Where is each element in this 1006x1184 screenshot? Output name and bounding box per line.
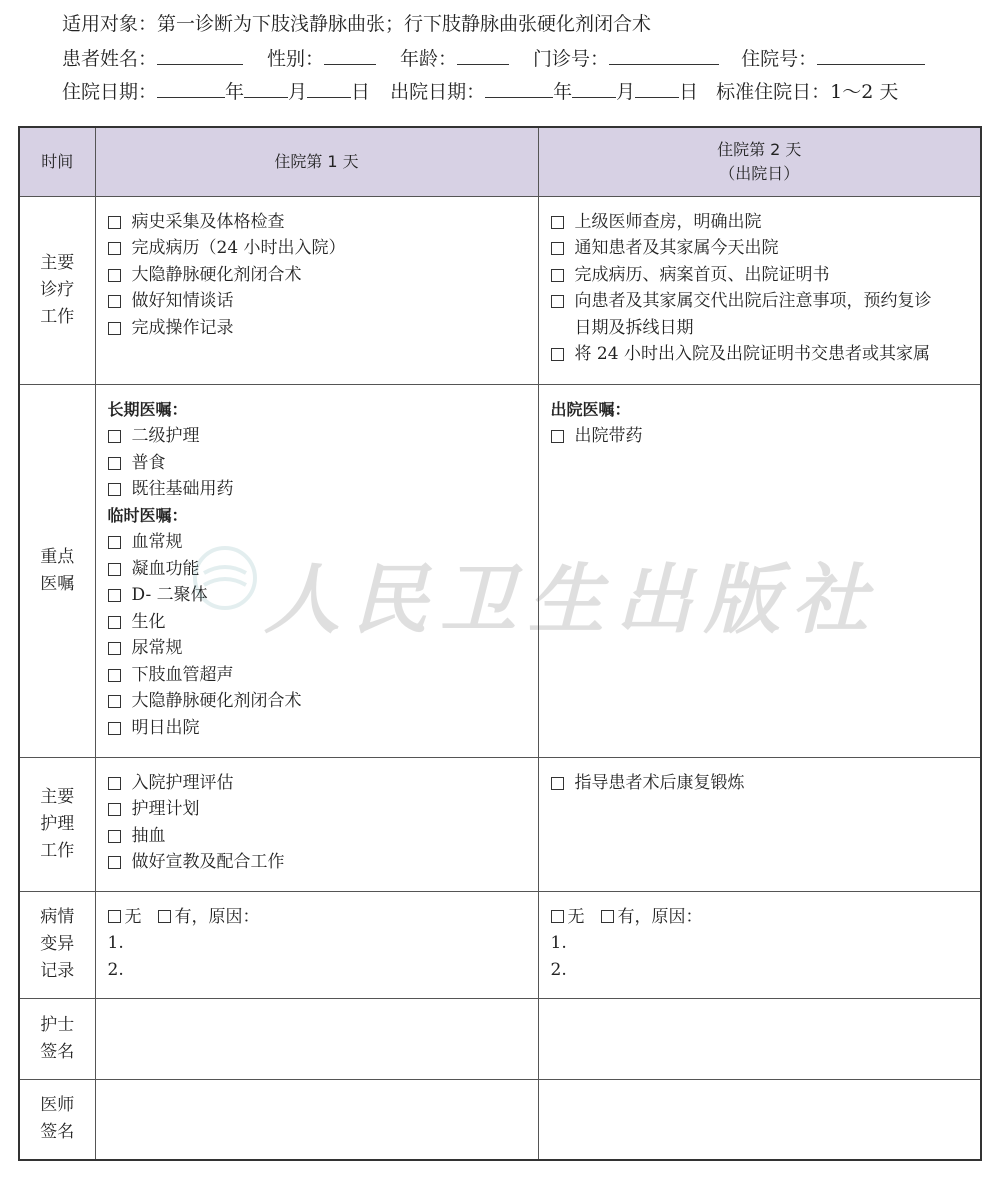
checklist-label: 血常规 bbox=[131, 532, 183, 552]
checklist-item[interactable] bbox=[108, 609, 528, 636]
checkbox[interactable] bbox=[108, 642, 121, 655]
checkbox[interactable] bbox=[108, 269, 121, 282]
checklist-item[interactable] bbox=[108, 262, 528, 289]
row-label-line: 主要 bbox=[40, 786, 75, 807]
admit-year-label: 年 bbox=[225, 81, 245, 103]
checkbox[interactable] bbox=[108, 803, 121, 816]
sex-field[interactable] bbox=[324, 46, 376, 65]
watermark-text: 人民卫生出版社 bbox=[264, 555, 880, 644]
table-row bbox=[19, 196, 981, 384]
row-label-nursing bbox=[19, 757, 95, 891]
checklist-item[interactable] bbox=[108, 796, 528, 823]
header-day2 bbox=[538, 127, 981, 196]
checkbox[interactable] bbox=[551, 777, 564, 790]
admit-day-field[interactable] bbox=[307, 79, 351, 98]
checkbox[interactable] bbox=[108, 856, 121, 869]
admit-date-label: 住院日期： bbox=[62, 81, 158, 103]
nursing-day2-cell bbox=[538, 757, 981, 891]
discharge-day-field[interactable] bbox=[635, 79, 679, 98]
checklist-item[interactable] bbox=[551, 288, 971, 315]
header-day2-title: 住院第 2 天 bbox=[717, 139, 802, 159]
checklist-item[interactable] bbox=[108, 582, 528, 609]
checkbox[interactable] bbox=[108, 563, 121, 576]
checklist-label: 做好知情谈话 bbox=[131, 291, 234, 311]
checklist-label: 下肢血管超声 bbox=[131, 664, 234, 685]
checklist-item[interactable] bbox=[108, 315, 528, 342]
patient-name-field[interactable] bbox=[157, 46, 243, 65]
checklist-label: 出院带药 bbox=[574, 426, 643, 446]
checkbox[interactable] bbox=[108, 295, 121, 308]
applicable-subject: 适用对象：第一诊断为下肢浅静脉曲张；行下肢静脉曲张硬化剂闭合术 bbox=[62, 13, 652, 35]
variance-line-1[interactable]: 1. bbox=[107, 933, 124, 953]
admit-month-field[interactable] bbox=[244, 79, 288, 98]
checklist-item[interactable] bbox=[108, 770, 528, 797]
checkbox[interactable] bbox=[551, 242, 564, 255]
checklist-label: 向患者及其家属交代出院后注意事项，预约复诊 bbox=[574, 291, 932, 311]
discharge-day-label: 日 bbox=[679, 81, 699, 103]
header-day1: 住院第 1 天 bbox=[95, 127, 538, 196]
admit-year-field[interactable] bbox=[157, 79, 225, 98]
checkbox[interactable] bbox=[551, 430, 564, 443]
checkbox[interactable] bbox=[551, 216, 564, 229]
doctor-sign-day2-cell[interactable] bbox=[538, 1079, 981, 1160]
clinic-no-label: 门诊号： bbox=[533, 48, 610, 70]
checklist-label: 既往基础用药 bbox=[131, 479, 234, 499]
checklist-item[interactable] bbox=[108, 715, 528, 742]
row-label-variance bbox=[19, 891, 95, 998]
sex-label: 性别： bbox=[267, 48, 325, 70]
diagnosis-day2-cell bbox=[538, 196, 981, 384]
checklist-item[interactable] bbox=[108, 688, 528, 715]
table-header-row bbox=[19, 127, 981, 196]
checklist-label: 病史采集及体格检查 bbox=[131, 211, 285, 232]
row-label-nurse-sign bbox=[19, 998, 95, 1079]
table-row bbox=[19, 1079, 981, 1160]
variance-day2-cell bbox=[538, 891, 981, 998]
checkbox[interactable] bbox=[108, 322, 121, 335]
variance-line-2[interactable]: 2. bbox=[107, 959, 124, 980]
admit-day-label: 日 bbox=[351, 81, 371, 103]
clinical-pathway-table bbox=[18, 126, 982, 1161]
checklist-item[interactable] bbox=[551, 770, 971, 797]
checklist-label: 上级医师查房，明确出院 bbox=[574, 211, 762, 232]
standard-stay: 标准住院日：1～2 天 bbox=[716, 81, 899, 103]
table-row bbox=[19, 757, 981, 891]
discharge-year-label: 年 bbox=[553, 81, 573, 103]
long-term-orders-title: 长期医嘱： bbox=[107, 399, 188, 419]
header-time: 时间 bbox=[19, 127, 95, 196]
checklist-label: 日期及拆线日期 bbox=[574, 317, 694, 338]
checklist-item[interactable] bbox=[551, 262, 971, 289]
checklist-item[interactable] bbox=[108, 635, 528, 662]
checkbox-has[interactable] bbox=[158, 910, 171, 923]
discharge-orders-title: 出院医嘱： bbox=[550, 399, 631, 419]
checklist-label: 通知患者及其家属今天出院 bbox=[574, 238, 779, 258]
row-label-line: 变异 bbox=[40, 934, 75, 954]
discharge-date-label: 出院日期： bbox=[390, 81, 486, 103]
checklist-label: 做好宣教及配合工作 bbox=[131, 852, 285, 872]
checkbox[interactable] bbox=[108, 695, 121, 708]
diagnosis-day1-cell bbox=[95, 196, 538, 384]
checkbox[interactable] bbox=[551, 269, 564, 282]
checkbox-none[interactable] bbox=[551, 910, 564, 923]
checkbox[interactable] bbox=[108, 430, 121, 443]
variance-day1-cell bbox=[95, 891, 538, 998]
checklist-item[interactable] bbox=[108, 823, 528, 850]
row-label-doctor-sign bbox=[19, 1079, 95, 1160]
checklist-label: 明日出院 bbox=[131, 717, 200, 738]
nurse-sign-day2-cell[interactable] bbox=[538, 998, 981, 1079]
checklist-label: 完成操作记录 bbox=[131, 317, 234, 338]
checkbox[interactable] bbox=[108, 536, 121, 549]
option-none-label: 无 bbox=[124, 906, 142, 927]
checkbox[interactable] bbox=[551, 295, 564, 308]
checklist-label: 抽血 bbox=[131, 825, 166, 846]
variance-options bbox=[551, 904, 971, 931]
table-row bbox=[19, 384, 981, 757]
checklist-item[interactable] bbox=[108, 288, 528, 315]
row-label-line: 签名 bbox=[40, 1041, 75, 1062]
checkbox[interactable] bbox=[108, 777, 121, 790]
row-label-line: 工作 bbox=[40, 306, 75, 327]
checklist-label: 护理计划 bbox=[131, 799, 200, 819]
checkbox[interactable] bbox=[108, 483, 121, 496]
checklist-label: 尿常规 bbox=[131, 638, 183, 658]
checklist-item-continued bbox=[551, 315, 971, 342]
row-label-line: 护士 bbox=[40, 1014, 75, 1035]
row-label-line: 重点 bbox=[40, 546, 75, 567]
checkbox-none[interactable] bbox=[108, 910, 121, 923]
checklist-item[interactable] bbox=[108, 476, 528, 503]
age-field[interactable] bbox=[457, 46, 509, 65]
checklist-item[interactable] bbox=[108, 235, 528, 262]
table-row bbox=[19, 998, 981, 1079]
nurse-sign-day1-cell[interactable] bbox=[95, 998, 538, 1079]
checklist-label: 完成病历、病案首页、出院证明书 bbox=[574, 264, 830, 285]
option-has-label: 有，原因： bbox=[617, 906, 703, 927]
checklist-item[interactable] bbox=[551, 235, 971, 262]
inpatient-no-label: 住院号： bbox=[741, 48, 818, 70]
checklist-label: 生化 bbox=[131, 611, 166, 632]
discharge-year-field[interactable] bbox=[485, 79, 553, 98]
checkbox[interactable] bbox=[108, 457, 121, 470]
checkbox[interactable] bbox=[108, 830, 121, 843]
checkbox[interactable] bbox=[551, 348, 564, 361]
variance-line-2[interactable]: 2. bbox=[550, 959, 567, 980]
date-info-line bbox=[62, 79, 898, 104]
row-label-orders bbox=[19, 384, 95, 757]
doctor-sign-day1-cell[interactable] bbox=[95, 1079, 538, 1160]
orders-day1-cell bbox=[95, 384, 538, 757]
discharge-month-field[interactable] bbox=[572, 79, 616, 98]
checkbox[interactable] bbox=[108, 216, 121, 229]
row-label-line: 记录 bbox=[40, 961, 75, 981]
row-label-line: 护理 bbox=[40, 813, 75, 834]
checklist-item[interactable] bbox=[551, 341, 971, 368]
checklist-item[interactable] bbox=[551, 209, 971, 236]
checklist-item[interactable] bbox=[108, 556, 528, 583]
discharge-month-label: 月 bbox=[616, 81, 636, 103]
admit-month-label: 月 bbox=[288, 81, 308, 103]
nursing-day1-cell bbox=[95, 757, 538, 891]
checkbox[interactable] bbox=[108, 669, 121, 682]
patient-info-line bbox=[62, 46, 925, 71]
row-label-line: 诊疗 bbox=[40, 279, 75, 300]
variance-options bbox=[108, 904, 528, 931]
row-label-line: 病情 bbox=[40, 907, 75, 927]
checklist-label: 凝血功能 bbox=[131, 558, 200, 579]
checkbox-has[interactable] bbox=[601, 910, 614, 923]
checklist-item[interactable] bbox=[108, 849, 528, 876]
checklist-label: 指导患者术后康复锻炼 bbox=[574, 772, 745, 793]
checklist-label: 将 24 小时出入院及出院证明书交患者或其家属 bbox=[574, 344, 930, 364]
table-row bbox=[19, 891, 981, 998]
checklist-label: 普食 bbox=[131, 452, 166, 473]
option-none-label: 无 bbox=[567, 906, 585, 927]
row-label-line: 医嘱 bbox=[40, 573, 75, 594]
variance-line-1[interactable]: 1. bbox=[550, 933, 567, 953]
age-label: 年龄： bbox=[400, 48, 458, 70]
inpatient-no-field[interactable] bbox=[817, 46, 925, 65]
patient-name-label: 患者姓名： bbox=[62, 48, 158, 70]
row-label-line: 工作 bbox=[40, 840, 75, 861]
checklist-item[interactable] bbox=[551, 423, 971, 450]
checkbox[interactable] bbox=[108, 722, 121, 735]
checklist-item[interactable] bbox=[108, 423, 528, 450]
clinic-no-field[interactable] bbox=[609, 46, 719, 65]
orders-day2-cell bbox=[538, 384, 981, 757]
checklist-item[interactable] bbox=[108, 662, 528, 689]
checklist-item[interactable] bbox=[108, 450, 528, 477]
checklist-item[interactable] bbox=[108, 209, 528, 236]
checklist-label: 完成病历（24 小时出入院） bbox=[131, 238, 346, 258]
temporary-orders-title: 临时医嘱： bbox=[107, 505, 188, 525]
checklist-label: 大隐静脉硬化剂闭合术 bbox=[131, 691, 302, 711]
checkbox[interactable] bbox=[108, 616, 121, 629]
checkbox[interactable] bbox=[108, 242, 121, 255]
checklist-label: 二级护理 bbox=[131, 426, 200, 446]
checklist-item[interactable] bbox=[108, 529, 528, 556]
row-label-diagnosis bbox=[19, 196, 95, 384]
checklist-label: D- 二聚体 bbox=[131, 585, 208, 605]
row-label-line: 医师 bbox=[40, 1095, 75, 1116]
header-day2-subtitle: （出院日） bbox=[719, 163, 800, 183]
checkbox[interactable] bbox=[108, 589, 121, 602]
checklist-label: 入院护理评估 bbox=[131, 772, 234, 793]
option-has-label: 有，原因： bbox=[174, 906, 260, 927]
row-label-line: 主要 bbox=[40, 252, 75, 273]
checklist-label: 大隐静脉硬化剂闭合术 bbox=[131, 264, 302, 285]
row-label-line: 签名 bbox=[40, 1122, 75, 1143]
